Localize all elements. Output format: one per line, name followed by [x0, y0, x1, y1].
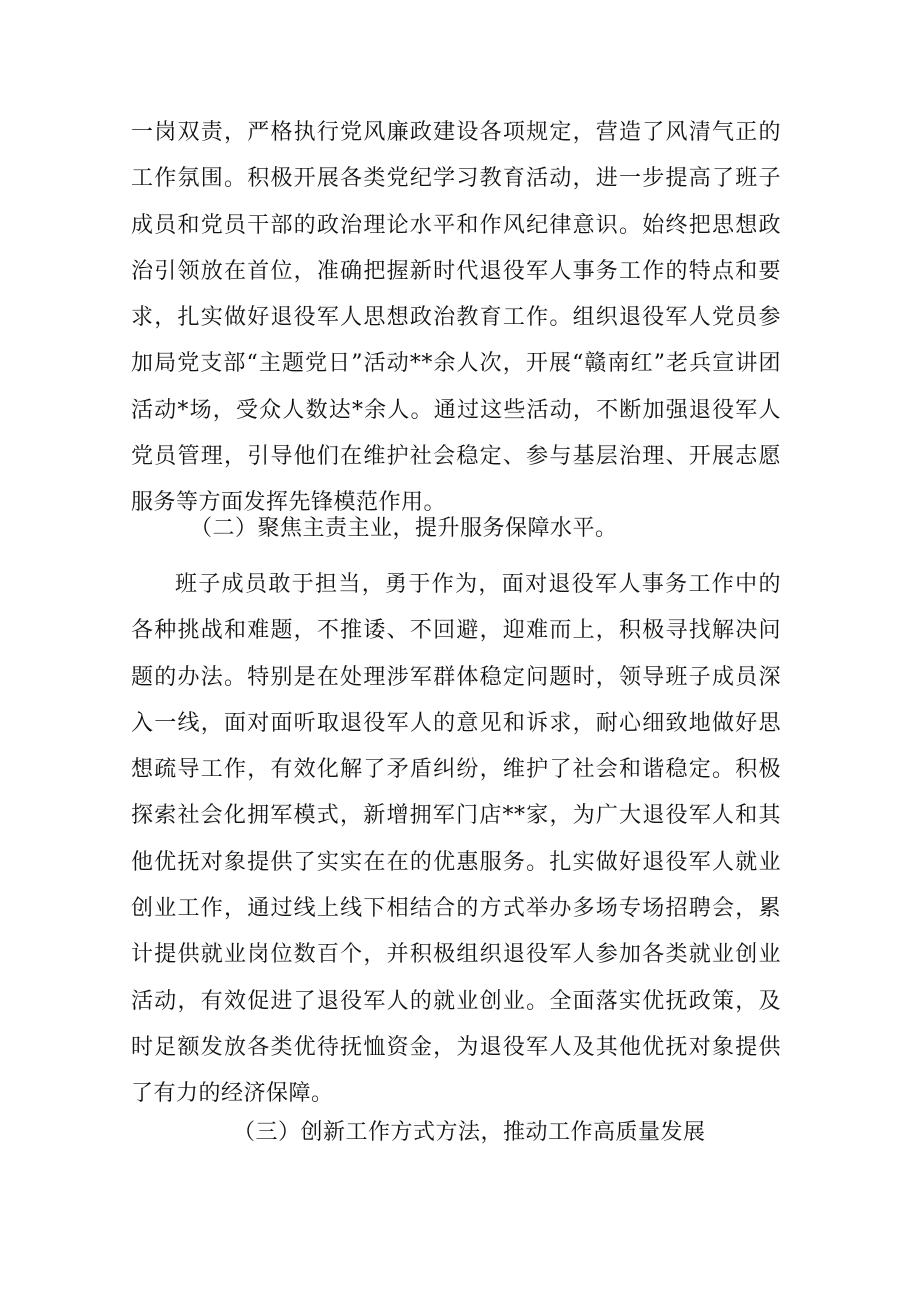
- body-paragraph-2: 班子成员敢于担当，勇于作为，面对退役军人事务工作中的各种挑战和难题，不推诿、不回避，迎难而上，积极寻找解决问题的办法。特别是在处理涉军群体稳定问题时，领导班子成员深入一线，面对面听取退役军人的意见和诉求，耐心细致地做好思想疏导工作，有效化解了矛盾纠纷，维护了社会和谐稳定。积极探索社会化拥军模式，新增拥军门店**家，为广大退役军人和其他优抚对象提供了实实在在的优惠服务。扎实做好退役军人就业创业工作，通过线上线下相结合的方式举办多场专场招聘会，累计提供就业岗位数百个，并积极组织退役军人参加各类就业创业活动，有效促进了退役军人的就业创业。全面落实优抚政策，及时足额发放各类优待抚恤资金，为退役军人及其他优抚对象提供了有力的经济保障。: [131, 572, 781, 1107]
- section-heading-2: （二）聚焦主责主业，提升服务保障水平。: [190, 516, 618, 541]
- body-paragraph-1: 一岗双责，严格执行党风廉政建设各项规定，营造了风清气正的工作氛围。积极开展各类党纪学习教育活动，进一步提高了班子成员和党员干部的政治理论水平和作风纪律意识。始终把思想政治引领放在首位，准确把握新时代退役军人事务工作的特点和要求，扎实做好退役军人思想政治教育工作。组织退役军人党员参加局党支部“主题党日”活动**余人次，开展“赣南红”老兵宣讲团活动*场，受众人数达*余人。通过这些活动，不断加强退役军人党员管理，引导他们在维护社会稳定、参与基层治理、开展志愿服务等方面发挥先锋模范作用。: [131, 120, 781, 516]
- section-heading-3: （三）创新工作方式方法，推动工作高质量发展: [233, 1120, 706, 1145]
